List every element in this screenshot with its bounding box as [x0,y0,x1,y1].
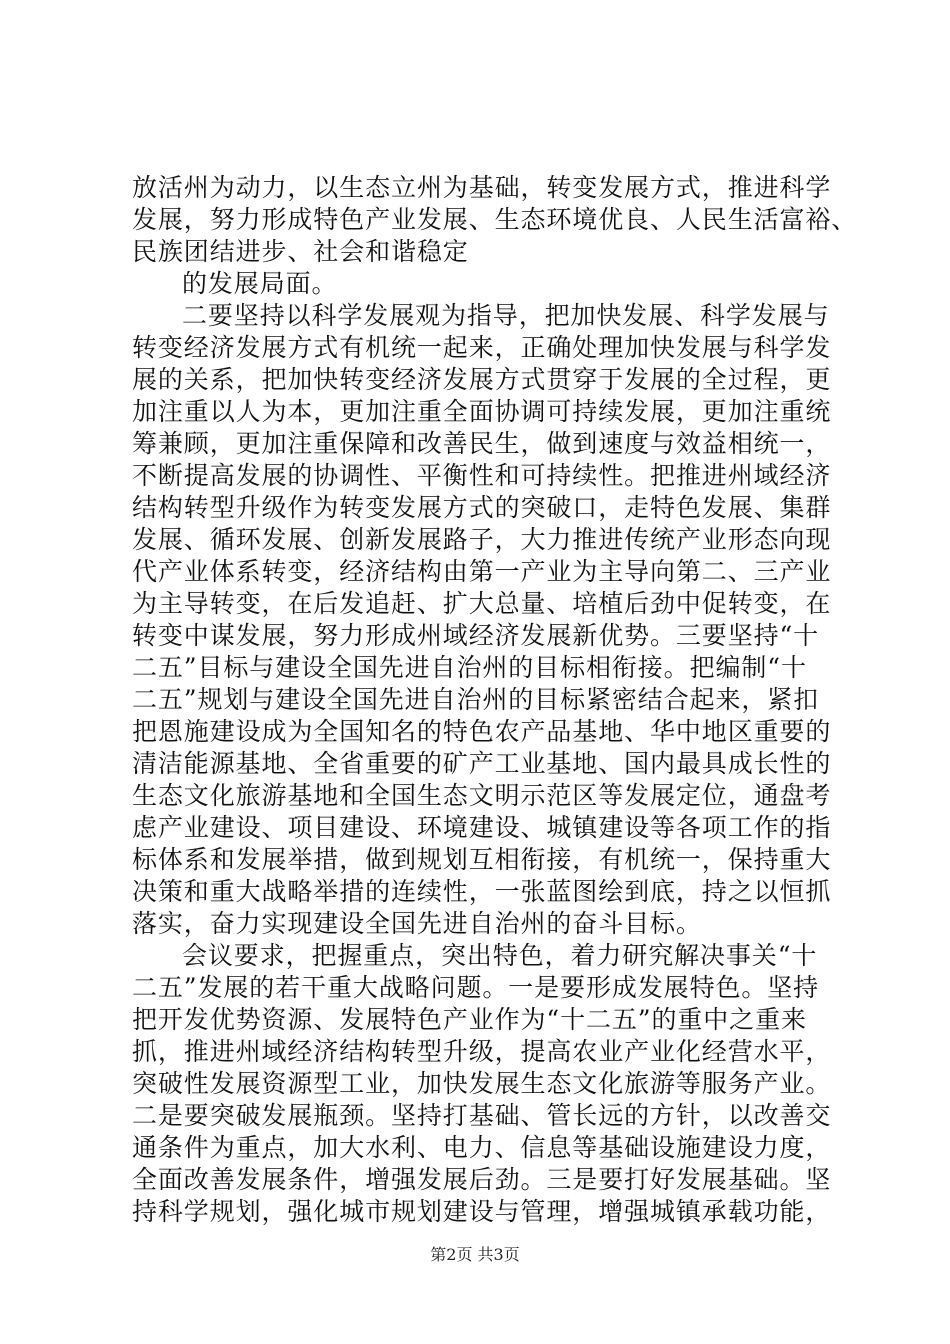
text-line: 筹兼顾，更加注重保障和改善民生，做到速度与效益相统一， [132,429,832,458]
text-line: 持科学规划，强化城市规划建设与管理，增强城镇承载功能， [132,1197,832,1226]
text-line: 二五”目标与建设全国先进自治州的目标相衔接。把编制“十 [132,653,807,682]
text-line: 发展、循环发展、创新发展路子，大力推进传统产业形态向现 [132,525,832,554]
document-body [132,172,858,1228]
text-line: 决策和重大战略举措的连续性，一张蓝图绘到底，持之以恒抓 [132,877,832,906]
text-line: 的发展局面。 [182,269,338,298]
text-line: 民族团结进步、社会和谐稳定 [132,237,469,266]
text-line: 二五”发展的若干重大战略问题。一是要形成发展特色。坚持 [132,973,820,1002]
text-line: 通条件为重点，加大水利、电力、信息等基础设施建设力度， [132,1133,832,1162]
text-line: 把开发优势资源、发展特色产业作为“十二五”的重中之重来 [132,1005,807,1034]
text-line: 虑产业建设、项目建设、环境建设、城镇建设等各项工作的指 [132,813,832,842]
text-line: 清洁能源基地、全省重要的矿产工业基地、国内最具成长性的 [132,749,832,778]
text-line: 落实，奋力实现建设全国先进自治州的奋斗目标。 [132,909,702,938]
text-line: 把恩施建设成为全国知名的特色农产品基地、华中地区重要的 [132,717,832,746]
text-line: 为主导转变，在后发追赶、扩大总量、培植后劲中促转变，在 [132,589,832,618]
text-line: 展的关系，把加快转变经济发展方式贯穿于发展的全过程，更 [132,365,832,394]
text-line: 加注重以人为本，更加注重全面协调可持续发展，更加注重统 [132,397,832,426]
text-line: 转变中谋发展，努力形成州域经济发展新优势。三要坚持“十 [132,621,820,650]
text-line: 放活州为动力，以生态立州为基础，转变发展方式，推进科学 [132,173,832,202]
text-line: 生态文化旅游基地和全国生态文明示范区等发展定位，通盘考 [132,781,832,810]
paragraph-start-line: 会议要求，把握重点，突出特色，着力研究解决事关“十 [182,941,818,970]
text-line: 结构转型升级作为转变发展方式的突破口，走特色发展、集群 [132,493,832,522]
text-line: 抓，推进州域经济结构转型升级，提高农业产业化经营水平， [132,1037,832,1066]
text-line: 标体系和发展举措，做到规划互相衔接，有机统一，保持重大 [132,845,832,874]
text-line: 二是要突破发展瓶颈。坚持打基础、管长远的方针，以改善交 [132,1101,832,1130]
text-line: 二五”规划与建设全国先进自治州的目标紧密结合起来，紧扣 [132,685,820,714]
text-line: 全面改善发展条件，增强发展后劲。三是要打好发展基础。坚 [132,1165,832,1194]
text-line: 发展，努力形成特色产业发展、生态环境优良、人民生活富裕、 [132,205,858,234]
text-line: 突破性发展资源型工业，加快发展生态文化旅游等服务产业。 [132,1069,832,1098]
page-number-footer: 第2页 共3页 [430,1245,520,1264]
text-line: 代产业体系转变，经济结构由第一产业为主导向第二、三产业 [132,557,832,586]
paragraph-start-line: 二要坚持以科学发展观为指导，把加快发展、科学发展与 [182,301,830,330]
text-line: 转变经济发展方式有机统一起来，正确处理加快发展与科学发 [132,333,832,362]
text-line: 不断提高发展的协调性、平衡性和可持续性。把推进州域经济 [132,461,832,490]
